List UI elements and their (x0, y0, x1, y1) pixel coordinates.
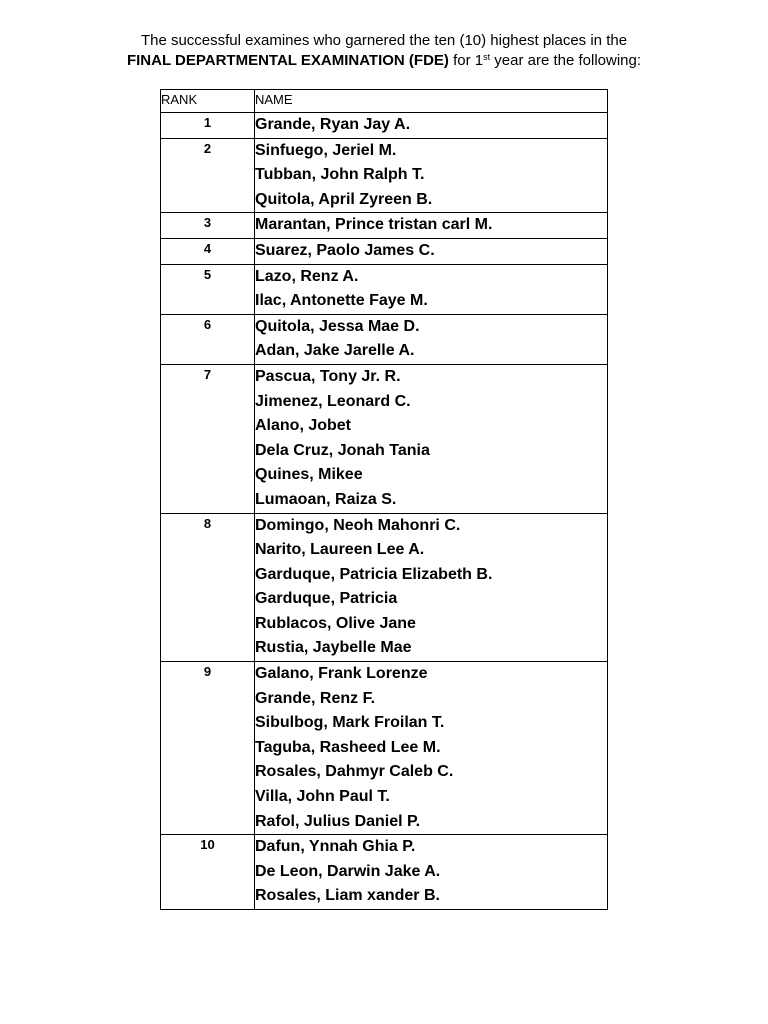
examinee-name: De Leon, Darwin Jake A. (255, 862, 441, 880)
rankings-body (161, 113, 608, 910)
rank-cell: 5 (161, 264, 255, 314)
examinee-name: Grande, Ryan Jay A. (255, 116, 411, 133)
rank-cell: 1 (161, 113, 255, 139)
table-row (161, 513, 608, 662)
examinee-name: Dela Cruz, Jonah Tania (255, 441, 430, 459)
names-cell (255, 364, 608, 513)
examinee-name: Rafol, Julius Daniel P. (255, 812, 421, 830)
table-row (161, 314, 608, 364)
examinee-name: Rustia, Jaybelle Mae (255, 639, 412, 657)
examinee-name: Galano, Frank Lorenze (255, 665, 428, 683)
rank-cell: 6 (161, 314, 255, 364)
examinee-name: Suarez, Paolo James C. (255, 241, 435, 259)
examinee-name: Lumaoan, Raiza S. (255, 490, 397, 508)
rank-cell: 9 (161, 662, 255, 835)
rank-cell: 4 (161, 238, 255, 264)
examinee-name: Taguba, Rasheed Lee M. (255, 738, 441, 756)
rank-cell: 2 (161, 138, 255, 213)
rank-column-header: RANK (161, 90, 255, 113)
names-cell (255, 513, 608, 662)
names-cell (255, 264, 608, 314)
rank-cell: 7 (161, 364, 255, 513)
header-row (161, 90, 608, 113)
examinee-name: Quitola, Jessa Mae D. (255, 317, 420, 335)
examinee-name: Lazo, Renz A. (255, 267, 359, 285)
name-column-header: NAME (255, 90, 608, 113)
examinee-name: Quitola, April Zyreen B. (255, 190, 433, 208)
table-row (161, 213, 608, 239)
examinee-name: Rublacos, Olive Jane (255, 614, 416, 632)
examinee-name: Sinfuego, Jeriel M. (255, 141, 397, 159)
examinee-name: Alano, Jobet (255, 417, 352, 435)
names-cell (255, 113, 608, 139)
names-cell (255, 314, 608, 364)
examinee-name: Adan, Jake Jarelle A. (255, 342, 415, 360)
names-cell (255, 238, 608, 264)
names-cell (255, 835, 608, 910)
intro-text (0, 31, 768, 71)
table-row (161, 113, 608, 139)
examinee-name: Grande, Renz F. (255, 689, 376, 707)
examinee-name: Rosales, Dahmyr Caleb C. (255, 763, 454, 781)
examinee-name: Ilac, Antonette Faye M. (255, 292, 428, 310)
names-cell (255, 213, 608, 239)
exam-name: FINAL DEPARTMENTAL EXAMINATION (FDE) (126, 52, 449, 69)
ordinal-suffix: st (483, 52, 491, 62)
examinee-name: Rosales, Liam xander B. (255, 887, 440, 905)
examinee-name: Sibulbog, Mark Froilan T. (255, 714, 445, 732)
table-row (161, 662, 608, 835)
intro-line-2-end: year are the following: (490, 52, 642, 69)
rank-cell: 8 (161, 513, 255, 662)
intro-line-1: The successful examines who garnered the ten (10) highest places in the (140, 32, 628, 49)
examinee-name: Villa, John Paul T. (255, 788, 390, 806)
table-row (161, 364, 608, 513)
rank-cell: 10 (161, 835, 255, 910)
examinee-name: Narito, Laureen Lee A. (255, 541, 425, 559)
rankings-table (160, 89, 608, 910)
table-row (161, 238, 608, 264)
table-row (161, 264, 608, 314)
names-cell (255, 138, 608, 213)
examinee-name: Garduque, Patricia (255, 590, 398, 608)
examinee-name: Garduque, Patricia Elizabeth B. (255, 565, 493, 583)
examinee-name: Tubban, John Ralph T. (255, 166, 425, 184)
intro-line-2 (0, 51, 768, 71)
intro-line-2-mid: for 1 (448, 52, 484, 69)
examinee-name: Domingo, Neoh Mahonri C. (255, 516, 461, 534)
examinee-name: Marantan, Prince tristan carl M. (255, 216, 493, 234)
names-cell (255, 662, 608, 835)
examinee-name: Quines, Mikee (255, 466, 363, 484)
examinee-name: Jimenez, Leonard C. (255, 392, 411, 410)
rank-cell: 3 (161, 213, 255, 239)
examinee-name: Pascua, Tony Jr. R. (255, 367, 401, 385)
table-row (161, 138, 608, 213)
table-row (161, 835, 608, 910)
examinee-name: Dafun, Ynnah Ghia P. (255, 838, 416, 856)
